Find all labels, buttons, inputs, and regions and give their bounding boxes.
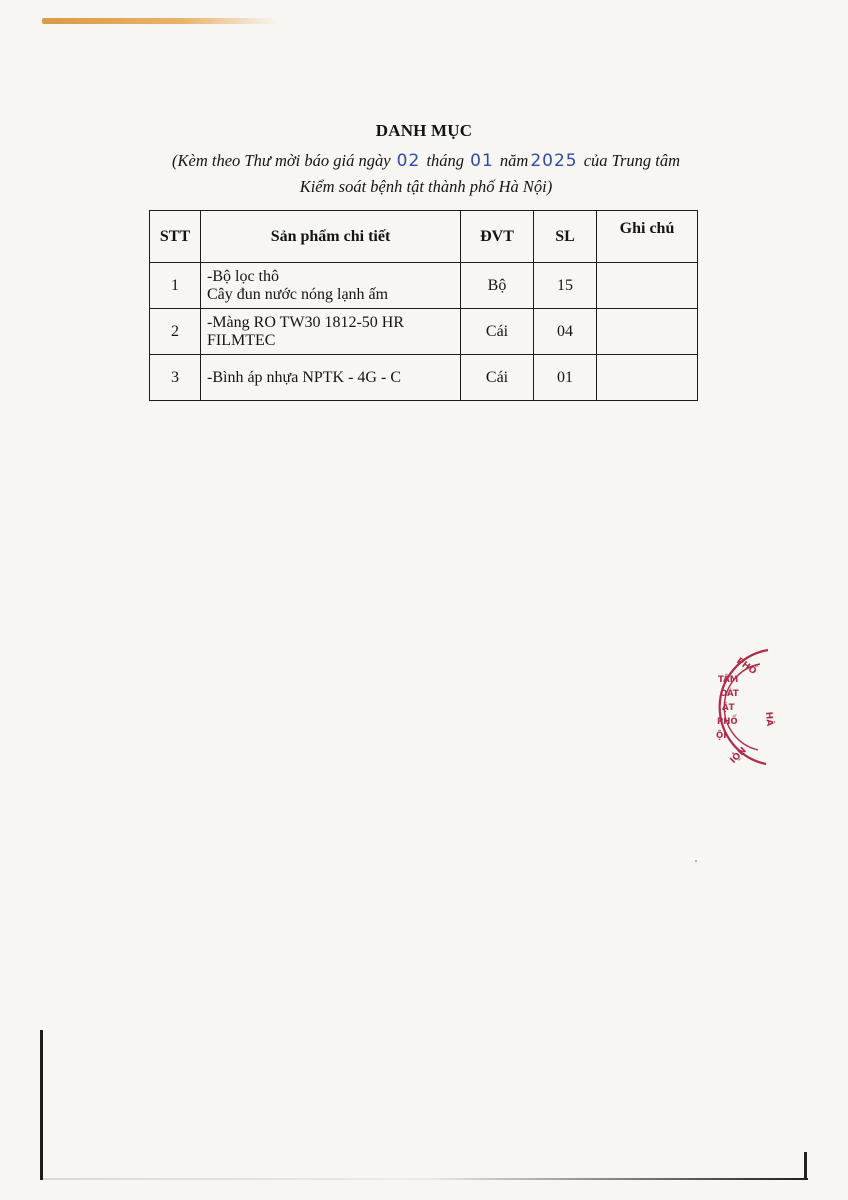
document-subtitle — [150, 148, 702, 199]
seal-text: ẬT — [722, 703, 735, 713]
header-unit: ĐVT — [461, 211, 534, 263]
cell-note — [597, 309, 698, 355]
product-line: -Màng RO TW30 1812-50 HR — [207, 313, 405, 331]
items-table — [149, 210, 698, 401]
subtitle-line1-suffix: của Trung tâm — [583, 151, 680, 170]
document-title: DANH MỤC — [375, 121, 473, 140]
seal-text: PHỐ — [717, 717, 738, 727]
handwritten-year: 2025 — [530, 151, 578, 171]
seal-text: PHỐ — [734, 656, 758, 677]
cell-qty: 15 — [534, 263, 597, 309]
subtitle-line2: Kiểm soát bệnh tật thành phố Hà Nội) — [299, 177, 553, 196]
scan-edge-left — [40, 1030, 43, 1180]
product-line: FILMTEC — [207, 331, 276, 349]
product-line: -Bộ lọc thô — [207, 267, 279, 285]
scan-edge-tape — [42, 18, 278, 24]
scan-speck — [695, 860, 697, 862]
handwritten-month: 01 — [470, 151, 494, 171]
header-qty: SL — [534, 211, 597, 263]
partial-red-seal — [690, 640, 790, 770]
product-line: Cây đun nước nóng lạnh ấm — [207, 285, 389, 303]
handwritten-day: 02 — [396, 151, 421, 171]
cell-unit: Cái — [461, 355, 534, 401]
cell-note — [597, 355, 698, 401]
header-product: Sản phẩm chi tiết — [201, 211, 461, 263]
table-header-row — [150, 211, 698, 263]
header-note: Ghi chú — [597, 211, 698, 263]
scan-edge-bottom — [40, 1178, 808, 1180]
seal-text: TÂM — [718, 675, 739, 685]
seal-text: NỘI — [726, 743, 747, 765]
table-row — [150, 309, 698, 355]
seal-text: HÀ — [763, 711, 775, 727]
cell-unit: Bộ — [461, 263, 534, 309]
cell-note — [597, 263, 698, 309]
cell-product — [201, 263, 461, 309]
cell-stt: 2 — [150, 309, 201, 355]
product-line: -Bình áp nhựa NPTK - 4G - C — [207, 368, 401, 386]
subtitle-year-word: năm — [499, 151, 529, 170]
scan-edge-right — [804, 1152, 807, 1180]
cell-product — [201, 355, 461, 401]
subtitle-month-word: tháng — [426, 151, 465, 170]
header-stt: STT — [150, 211, 201, 263]
cell-product — [201, 309, 461, 355]
table-row — [150, 263, 698, 309]
cell-qty: 04 — [534, 309, 597, 355]
table-row — [150, 355, 698, 401]
cell-stt: 1 — [150, 263, 201, 309]
seal-text: OÁT — [720, 689, 739, 699]
cell-unit: Cái — [461, 309, 534, 355]
subtitle-prefix: (Kèm theo Thư mời báo giá ngày — [172, 151, 391, 170]
cell-stt: 3 — [150, 355, 201, 401]
seal-text: ỘI — [716, 731, 727, 741]
cell-qty: 01 — [534, 355, 597, 401]
